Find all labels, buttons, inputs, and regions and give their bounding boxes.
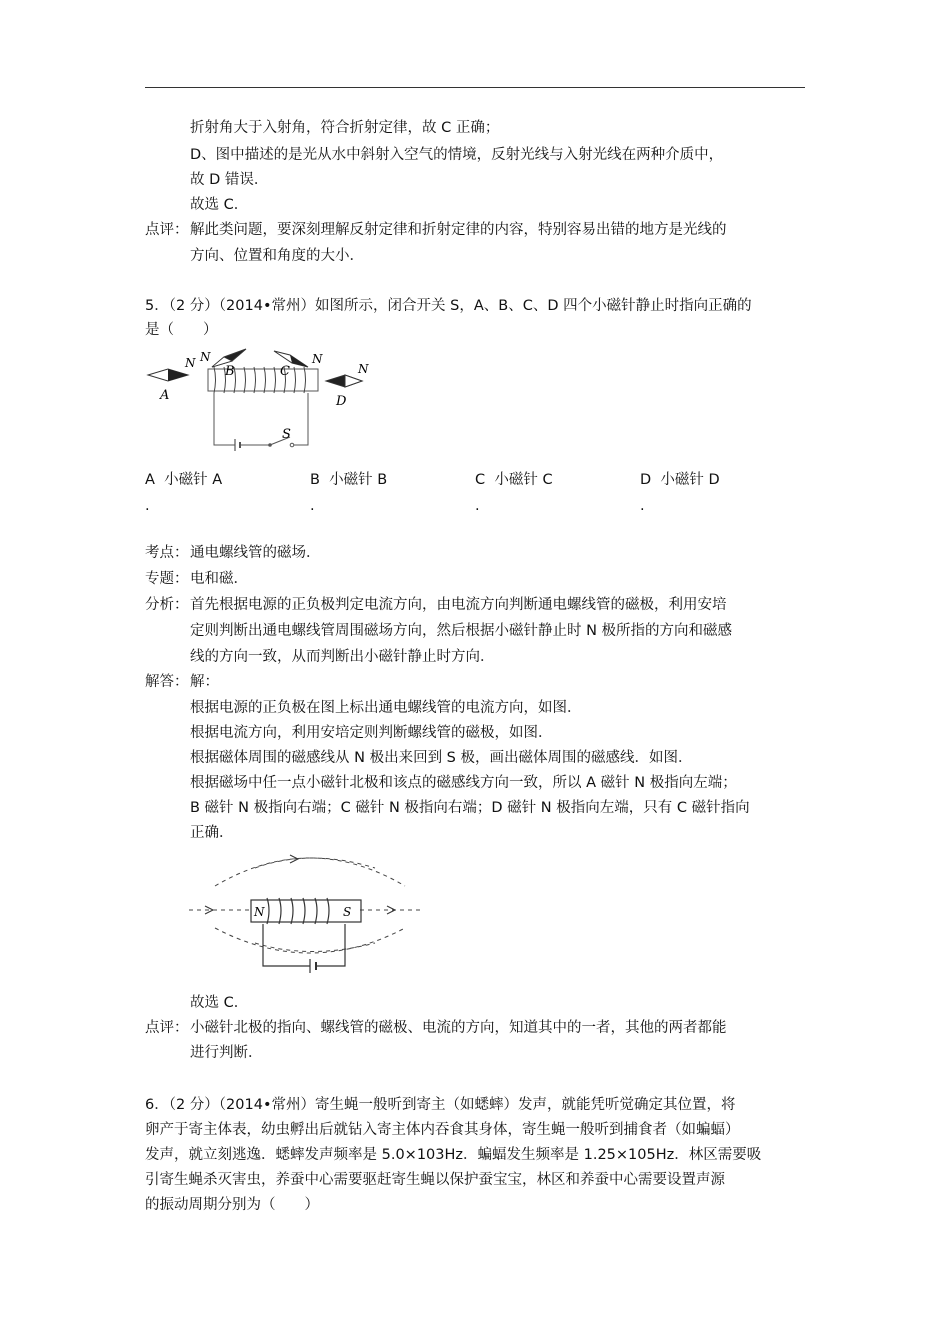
q6-line-3: 发声，就立刻逃逸．蟋蟀发声频率是 5.0×103Hz．蝙蝠发生频率是 1.25×105Hz．林区需要吸 <box>145 1147 762 1163</box>
needle-c-label: C <box>280 364 290 379</box>
q6-line-2: 卵产于寄主体表，幼虫孵出后就钻入寄主体内吞食其身体，寄生蝇一般听到捕食者（如蝙蝠） <box>145 1122 740 1138</box>
q5-circuit-figure <box>140 345 380 455</box>
option-b-dot: . <box>310 498 315 514</box>
jieda-line-6: 正确． <box>190 825 234 841</box>
prev-line-1: 折射角大于入射角，符合折射定律，故 C 正确； <box>190 120 500 136</box>
kaodian-label: 考点： <box>145 545 189 561</box>
q6-line-4: 引寄生蝇杀灭害虫，养蚕中心需要驱赶寄生蝇以保护蚕宝宝，林区和养蚕中心需要设置声源 <box>145 1172 725 1188</box>
q5-stem-line-2: 是（ ） <box>145 322 218 338</box>
q5-comment-line-2: 进行判断． <box>190 1045 263 1061</box>
fenxi-line-1: 首先根据电源的正负极判定电流方向，由电流方向判断通电螺线管的磁极，利用安培 <box>190 597 727 613</box>
zhuanti-label: 专题： <box>145 571 189 587</box>
q5-comment-line-1: 小磁针北极的指向、螺线管的磁极、电流的方向，知道其中的一者，其他的两者都能 <box>190 1020 727 1036</box>
jieda-label: 解答： <box>145 674 189 690</box>
prev-comment-line-2: 方向、位置和角度的大小． <box>190 248 364 264</box>
pole-s-label: S <box>343 905 352 919</box>
fenxi-line-3: 线的方向一致，从而判断出小磁针静止时方向． <box>190 649 495 665</box>
switch-label: S <box>282 427 291 442</box>
needle-d-label: D <box>336 394 347 409</box>
jieda-line-4: 根据磁场中任一点小磁针北极和该点的磁感线方向一致，所以 A 磁针 N 极指向左端； <box>190 775 737 791</box>
jieda-line-2: 根据电流方向，利用安培定则判断螺线管的磁极，如图． <box>190 725 553 741</box>
q5-stem-line-1: 5．（2 分）（2014•常州）如图所示，闭合开关 S，A、B、C、D 四个小磁针静止时指向正确的 <box>145 298 752 314</box>
needle-a-n-label: N <box>185 356 196 370</box>
jieda-line-5: B 磁针 N 极指向右端；C 磁针 N 极指向右端；D 磁针 N 极指向左端，只有 C 磁针指向 <box>190 800 750 816</box>
q6-line-5: 的振动周期分别为（ ） <box>145 1197 319 1213</box>
kaodian-text: 通电螺线管的磁场． <box>190 545 321 561</box>
option-a-dot: . <box>145 498 150 514</box>
prev-line-3: 故 D 错误． <box>190 172 269 188</box>
prev-line-2: D、图中描述的是光从水中斜射入空气的情境，反射光线与入射光线在两种介质中， <box>190 147 724 163</box>
needle-b-label: B <box>225 364 235 379</box>
fenxi-label: 分析： <box>145 597 189 613</box>
q6-line-1: 6．（2 分）（2014•常州）寄生蝇一般听到寄主（如蟋蟀）发声，就能凭听觉确定其位置，将 <box>145 1097 736 1113</box>
option-c[interactable]: C 小磁针 C <box>475 472 553 488</box>
q5-solution-figure <box>185 848 435 976</box>
needle-a-label: A <box>160 388 170 403</box>
needle-b-n-label: N <box>200 350 211 364</box>
option-d[interactable]: D 小磁针 D <box>640 472 720 488</box>
jieda-line-3: 根据磁体周围的磁感线从 N 极出来回到 S 极，画出磁体周围的磁感线．如图． <box>190 750 693 766</box>
prev-comment-label: 点评： <box>145 222 189 238</box>
q5-comment-label: 点评： <box>145 1020 189 1036</box>
option-c-dot: . <box>475 498 480 514</box>
option-d-dot: . <box>640 498 645 514</box>
option-b[interactable]: B 小磁针 B <box>310 472 388 488</box>
zhuanti-text: 电和磁． <box>190 571 248 587</box>
jieda-line-1: 根据电源的正负极在图上标出通电螺线管的电流方向，如图． <box>190 700 582 716</box>
prev-comment-line-1: 解此类问题，要深刻理解反射定律和折射定律的内容，特别容易出错的地方是光线的 <box>190 222 727 238</box>
jieda-first: 解： <box>190 674 219 690</box>
option-a[interactable]: A 小磁针 A <box>145 472 223 488</box>
prev-answer: 故选 C． <box>190 197 249 213</box>
pole-n-label: N <box>254 905 265 919</box>
needle-d-n-label: N <box>358 362 369 376</box>
fenxi-line-2: 定则判断出通电螺线管周围磁场方向，然后根据小磁针静止时 N 极所指的方向和磁感 <box>190 623 733 639</box>
needle-c-n-label: N <box>312 352 323 366</box>
q5-answer: 故选 C． <box>190 995 249 1011</box>
header-rule <box>145 87 805 88</box>
